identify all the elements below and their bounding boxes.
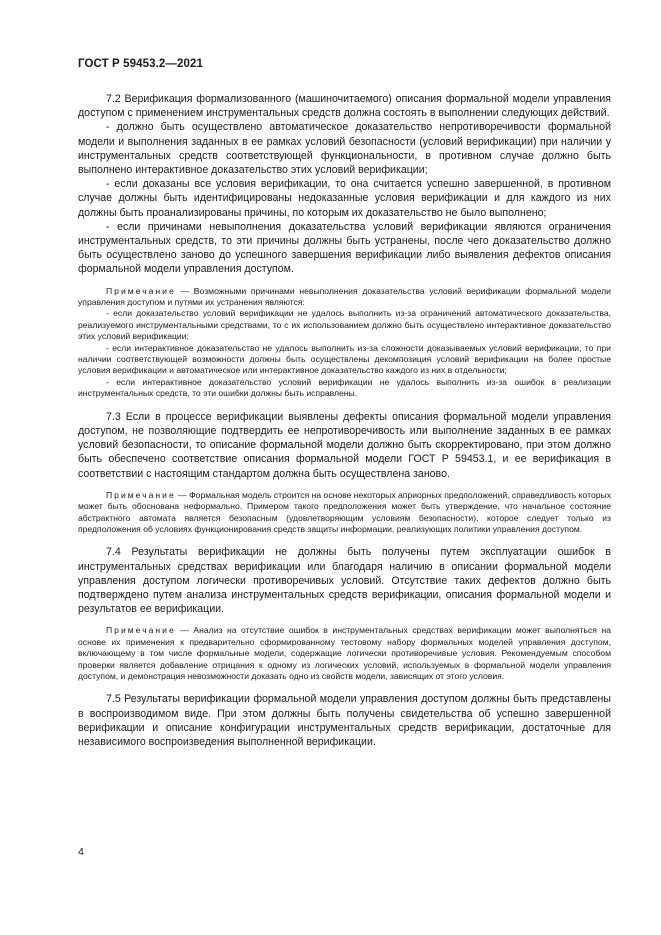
note-label: Примечание — [106, 285, 176, 296]
page-number: 4 — [78, 846, 84, 858]
note-text: — Анализ на отсутствие ошибок в инструментальных средствах верификации может выполняться на основе их применения к предварительно сформированному тестовому набору формальных моделей управления доступом, включающему в том числе формальные модели, содержащие логически противоречивые условия. Рекомендуемым способом проверки является добавление отрицания к одному из логических условий, используемых в формальной модели управления доступом, и демонстрация невозможности доказать одно из свойств модели, зависящих от этого условия. — [78, 625, 611, 681]
section-7-2-item-3: - если причинами невыполнения доказательства условий верификации являются ограничения инструментальных средств, то эти причины должны быть устранены, после чего доказательство должно быть осуществлено заново до успешного завершения верификации либо выявления дефектов описания формальной модели управления доступом. — [78, 220, 611, 276]
section-7-5: 7.5 Результаты верификации формальной модели управления доступом должны быть представлены в воспроизводимом виде. При этом должны быть получены свидетельства об успешно завершенной верификации и описание конфигурации инструментальных средств верификации, достаточные для независимого воспроизведения выполненной верификации. — [78, 693, 611, 748]
section-7-3-note — [78, 490, 611, 536]
note-label: Примечание — [106, 489, 176, 500]
section-7-3: 7.3 Если в процессе верификации выявлены дефекты описания формальной модели управления доступом, не позволяющие подтвердить ее непротиворечивость или выполнение заданных в ее рамках условий безопасности, то описание формальной модели должно быть скорректировано, при этом должно быть обеспечено соответствие описания формальной модели ГОСТ Р 59453.1, и ее верификация в соответствии с настоящим стандартом должна быть осуществлена заново. — [78, 410, 611, 480]
section-7-2-item-1: - должно быть осуществлено автоматическое доказательство непротиворечивости формальной модели и выполнения заданных в ее рамках условий безопасности (условий верификации) при наличии у инструментальных средств соответствующей функциональности, в противном случае должно быть выполнено интерактивное доказательство этих условий верификации; — [78, 121, 611, 177]
section-7-2-note-item-1: - если доказательство условий верификации не удалось выполнить из-за ограничений автоматического доказательства, реализуемого инструментальными средствами, то с их использованием должно быть осуществлено интерактивное доказательство этих условий верификации; — [78, 308, 611, 342]
note-text: — Формальная модель строится на основе некоторых априорных предположений, справедливость которых может быть обоснована неформально. Примером такого предположения может быть утверждение, что начальное состояние абстрактного автомата является безопасным (удовлетворяющим условиям безопасности), которое следует только из предположения об условиях функционирования средств защиты информации, реализующих политики управления доступом. — [78, 489, 611, 534]
document-body — [78, 92, 611, 749]
note-label: Примечание — [106, 625, 176, 636]
note-text: — Возможными причинами невыполнения доказательства условий верификации формальной модели управления доступом и путями их устранения являются: — [78, 285, 611, 308]
document-header: ГОСТ Р 59453.2—2021 — [78, 58, 203, 70]
section-7-4: 7.4 Результаты верификации не должны быть получены путем эксплуатации ошибок в инструментальных средствах верификации или благодаря наличию в описании формальной модели управления доступом логически противоречивых условий. Отсутствие таких дефектов должно быть подтверждено путем анализа инструментальных средств верификации, описания формальной модели и результатов ее верификации. — [78, 546, 611, 616]
section-7-2-note — [78, 286, 611, 309]
section-7-2-note-item-2: - если интерактивное доказательство не удалось выполнить из-за сложности доказываемых условий верификации, то при наличии соответствующей возможности должны быть осуществлены декомпозиция условий верификации на более простые условия верификации и автоматическое или интерактивное доказательство каждого из них в отдельности; — [78, 342, 611, 376]
section-7-2-intro: 7.2 Верификация формализованного (машиночитаемого) описания формальной модели управления доступом с применением инструментальных средств должна состоять в выполнении следующих действий. — [78, 93, 611, 120]
section-7-2-item-2: - если доказаны все условия верификации, то она считается успешно завершенной, в противном случае должны быть идентифицированы недоказанные условия верификации и для каждого из них должны быть проанализированы причины, по которым их доказательство не было выполнено; — [78, 178, 611, 219]
section-7-2-note-item-3: - если интерактивное доказательство условий верификации не удалось выполнить из-за ошибок в реализации инструментальных средств, то эти ошибки должны быть исправлены. — [78, 376, 611, 399]
section-7-4-note — [78, 625, 611, 682]
